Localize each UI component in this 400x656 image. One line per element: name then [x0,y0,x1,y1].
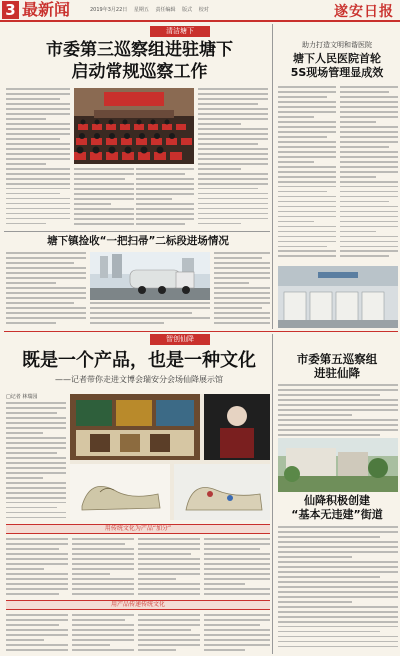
column-divider-bottom [272,334,273,654]
feature-headline: 既是一个产品，也是一种文化 [22,350,256,371]
main-article-col2b [136,168,194,228]
side-top-col1 [278,86,336,264]
header-meta [90,6,214,13]
main-article-col1 [6,88,70,228]
section-rule-1 [4,231,270,232]
feature-top-rule [4,331,398,332]
header-layout: 版式 [182,7,193,13]
side-bottom-text1 [278,384,398,440]
feature-col-c2 [72,614,134,654]
main-article-col2a [74,168,134,228]
side-bottom-headline2-line2: “基本无违建”街道 [291,508,383,521]
feature-col-b4 [204,538,270,596]
header-proof: 校对 [198,7,209,13]
feature-subhead: ——记者带你走进文博会瑞安分会场仙降展示馆 [55,375,223,384]
exhibition-photo-collage [70,394,270,520]
side-bottom-headline1-line2: 进驻仙降 [314,366,360,380]
main-headline-line2: 启动常规巡察工作 [71,62,208,82]
section-name: 最新闻 [22,0,71,19]
second-article-col3 [214,252,270,328]
page-header [0,0,400,22]
side-bottom-text2 [278,526,398,654]
feature-col-b2 [72,538,134,596]
header-date: 2019年3月22日 [90,7,128,13]
second-article-headline: 塘下镇捡收“一把扫帚”二标段进场情况 [47,235,229,247]
feature-col-b1 [6,538,68,596]
feature-col1 [6,402,66,522]
side-top-kicker: 助力打造文明和谐医院 [302,41,372,49]
feature-col-b3 [138,538,200,596]
main-article-tag: 清洁塘下 [150,26,210,37]
side-bottom-headline1-line1: 市委第五巡察组 [296,352,378,366]
header-editor: 责任编辑 [155,7,176,13]
column-divider-top [272,24,273,329]
page-number: 3 [2,1,19,19]
second-article-col2 [90,302,210,328]
header-weekday: 星期五 [133,7,149,13]
side-bottom-headline2-line1: 仙降积极创建 [304,494,370,507]
feature-tag: 智创仙降 [150,334,210,345]
hospital-photo [278,266,398,328]
main-article-col3 [198,88,268,228]
feature-section-bar-2: 用产品传递传统文化 [6,600,270,610]
second-article-col1 [6,252,86,328]
side-top-headline-line1: 塘下人民医院首轮 [293,52,381,65]
feature-col-c4 [204,614,270,654]
main-article-photo [74,88,194,164]
feature-section-bar-1: 用传统文化为产品“加分” [6,524,270,534]
main-headline-line1: 市委第三巡察组进驻塘下 [46,40,233,60]
feature-col-c1 [6,614,68,654]
side-top-col2 [340,86,398,264]
feature-byline: □记者 林瑞园 [6,394,38,400]
green-building-photo [278,438,398,492]
feature-col-c3 [138,614,200,654]
truck-photo [90,252,210,300]
side-top-headline-line2: 5S现场管理显成效 [290,66,384,79]
masthead-logo: 遂安日报 [334,4,394,20]
